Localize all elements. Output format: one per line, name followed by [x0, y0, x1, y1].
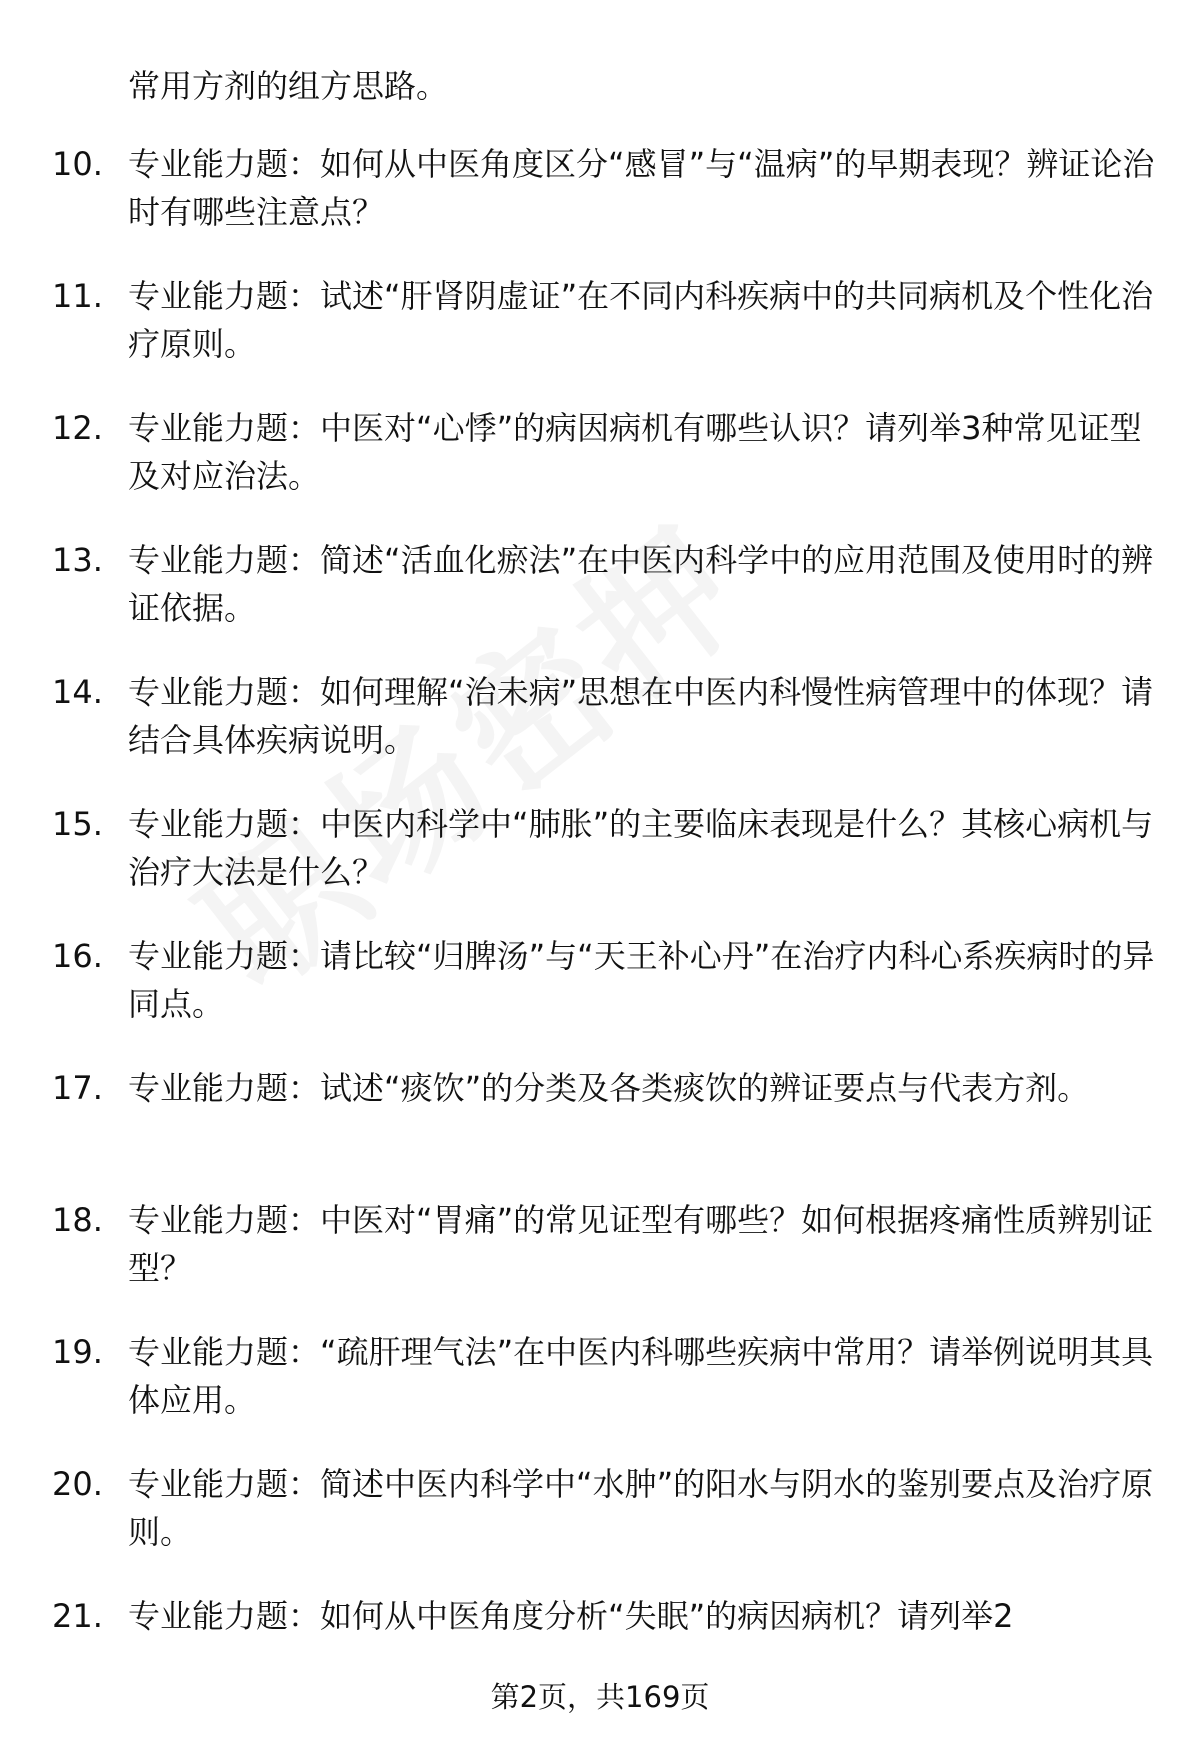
- question-item: [0, 1328, 1200, 1460]
- question-item: [0, 668, 1200, 800]
- question-item: [0, 536, 1200, 668]
- question-text: 专业能力题：“疏肝理气法”在中医内科哪些疾病中常用？请举例说明其具体应用。: [128, 1333, 1154, 1419]
- question-number: 20.: [52, 1465, 103, 1503]
- question-number: 17.: [52, 1069, 103, 1107]
- question-list: [0, 140, 1200, 1724]
- question-item: [0, 404, 1200, 536]
- question-item: [0, 1064, 1200, 1196]
- question-item: [0, 932, 1200, 1064]
- question-item: [0, 800, 1200, 932]
- question-text: 专业能力题：简述“活血化瘀法”在中医内科学中的应用范围及使用时的辨证依据。: [128, 541, 1154, 627]
- question-item: [0, 1196, 1200, 1328]
- continuation-text: 常用方剂的组方思路。: [128, 67, 449, 105]
- question-number: 11.: [52, 277, 103, 315]
- question-number: 13.: [52, 541, 103, 579]
- question-text: 专业能力题：中医对“胃痛”的常见证型有哪些？如何根据疼痛性质辨别证型？: [128, 1201, 1154, 1287]
- question-text: 专业能力题：请比较“归脾汤”与“天王补心丹”在治疗内科心系疾病时的异同点。: [128, 937, 1155, 1023]
- question-number: 10.: [52, 145, 103, 183]
- question-text: 专业能力题：简述中医内科学中“水肿”的阳水与阴水的鉴别要点及治疗原则。: [128, 1465, 1154, 1551]
- page-footer: 第2页，共169页: [490, 1680, 710, 1714]
- question-text: 专业能力题：如何从中医角度区分“感冒”与“温病”的早期表现？辨证论治时有哪些注意点？: [128, 145, 1155, 231]
- question-number: 15.: [52, 805, 103, 843]
- question-item: [0, 1460, 1200, 1592]
- question-number: 12.: [52, 409, 103, 447]
- question-item: [0, 140, 1200, 272]
- question-number: 21.: [52, 1597, 103, 1635]
- question-text: 专业能力题：中医对“心悸”的病因病机有哪些认识？请列举3种常见证型及对应治法。: [128, 409, 1142, 495]
- question-text: 专业能力题：试述“痰饮”的分类及各类痰饮的辨证要点与代表方剂。: [128, 1069, 1090, 1107]
- question-number: 14.: [52, 673, 103, 711]
- question-text: 专业能力题：中医内科学中“肺胀”的主要临床表现是什么？其核心病机与治疗大法是什么？: [128, 805, 1154, 891]
- question-text: 专业能力题：如何理解“治未病”思想在中医内科慢性病管理中的体现？请结合具体疾病说明。: [128, 673, 1154, 759]
- question-number: 19.: [52, 1333, 103, 1371]
- question-text: 专业能力题：试述“肝肾阴虚证”在不同内科疾病中的共同病机及个性化治疗原则。: [128, 277, 1154, 363]
- question-text: 专业能力题：如何从中医角度分析“失眠”的病因病机？请列举2: [128, 1597, 1014, 1635]
- question-number: 18.: [52, 1201, 103, 1239]
- question-item: [0, 272, 1200, 404]
- question-number: 16.: [52, 937, 103, 975]
